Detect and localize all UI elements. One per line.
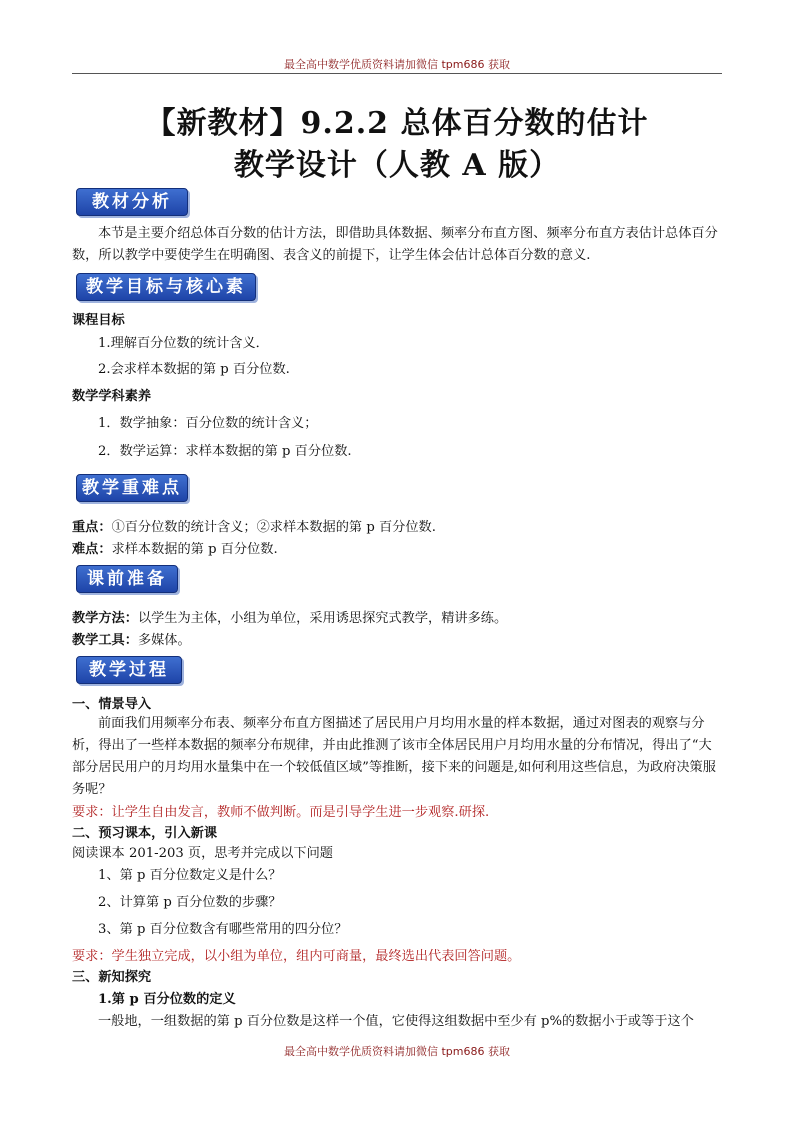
document-title-line1: 【新教材】9.2.2 总体百分数的估计 bbox=[145, 106, 649, 141]
page-header: 最全高中数学优质资料请加微信 tpm686 获取 bbox=[284, 58, 510, 71]
literacy-item-2: 2．数学运算：求样本数据的第 p 百分位数. bbox=[98, 444, 352, 459]
course-goal-2: 2.会求样本数据的第 p 百分位数. bbox=[98, 362, 290, 377]
scenario-paragraph: 前面我们用频率分布表、频率分布直方图描述了居民用户月均用水量的样本数据，通过对图表的观察与分析，得出了一些样本数据的频率分布规律，并由此推测了该市全体居民用户月均用水量的分布情况，得出了“大部分居民用户的月均用水量集中在一个较低值区域”等推断，接下来的问题是,如何利用这些信息，为政府决策服务呢？ bbox=[72, 716, 716, 797]
question-2: 2、计算第 p 百分位数的步骤？ bbox=[98, 895, 282, 910]
key-point-line bbox=[72, 516, 436, 535]
question-3: 3、第 p 百分位数含有哪些常用的四分位？ bbox=[98, 922, 348, 937]
key-point-label: 重点： bbox=[72, 520, 112, 535]
teaching-method-line bbox=[72, 607, 507, 626]
document-title-line2: 教学设计（人教 A 版） bbox=[233, 148, 561, 183]
literacy-heading: 数学学科素养 bbox=[72, 389, 152, 404]
course-goal-1: 1.理解百分位数的统计含义． bbox=[98, 336, 269, 351]
process-heading-2: 二、预习课本，引入新课 bbox=[72, 826, 218, 841]
section-banner-key-difficult: 教学重难点 bbox=[76, 474, 188, 502]
course-goals-heading: 课程目标 bbox=[72, 313, 125, 328]
difficult-point-line bbox=[72, 538, 278, 557]
teaching-tool-line bbox=[72, 629, 191, 648]
teaching-method-text: 以学生为主体，小组为单位，采用诱思探究式教学，精讲多练。 bbox=[137, 611, 508, 626]
process-heading-3: 三、新知探究 bbox=[72, 970, 152, 985]
page-footer: 最全高中数学优质资料请加微信 tpm686 获取 bbox=[284, 1045, 510, 1058]
section-banner-preparation: 课前准备 bbox=[76, 565, 178, 593]
reading-instruction: 阅读课本 201-203 页，思考并完成以下问题 bbox=[72, 846, 333, 861]
header-divider bbox=[72, 73, 722, 74]
teaching-tool-label: 教学工具： bbox=[72, 633, 138, 648]
material-analysis-text: 本节是主要介绍总体百分数的估计方法，即借助具体数据、频率分布直方图、频率分布直方表估计总体百分数，所以教学中要使学生在明确图、表含义的前提下，让学生体会估计总体百分数的意义. bbox=[72, 226, 718, 263]
teaching-method-label: 教学方法： bbox=[72, 611, 138, 626]
teaching-tool-text: 多媒体。 bbox=[137, 633, 191, 648]
question-1: 1、第 p 百分位数定义是什么？ bbox=[98, 868, 282, 883]
percentile-definition-text: 一般地，一组数据的第 p 百分位数是这样一个值，它使得这组数据中至少有 p%的数据小于或等于这个 bbox=[98, 1014, 694, 1029]
requirement-2: 要求：学生独立完成，以小组为单位，组内可商量，最终选出代表回答问题。 bbox=[72, 949, 521, 964]
process-heading-1: 一、情景导入 bbox=[72, 697, 152, 712]
subheading-percentile-definition: 1.第 p 百分位数的定义 bbox=[98, 992, 236, 1007]
literacy-item-1: 1．数学抽象：百分位数的统计含义； bbox=[98, 416, 318, 431]
difficult-point-label: 难点： bbox=[72, 542, 112, 557]
section-banner-objectives: 教学目标与核心素养 bbox=[76, 273, 256, 301]
section-banner-process: 教学过程 bbox=[76, 656, 182, 684]
key-point-text: ①百分位数的统计含义；②求样本数据的第 p 百分位数. bbox=[111, 520, 436, 535]
section-banner-material-analysis: 教材分析 bbox=[76, 188, 188, 216]
requirement-1: 要求：让学生自由发言，教师不做判断。而是引导学生进一步观察.研探. bbox=[72, 805, 490, 820]
difficult-point-text: 求样本数据的第 p 百分位数. bbox=[111, 542, 278, 557]
